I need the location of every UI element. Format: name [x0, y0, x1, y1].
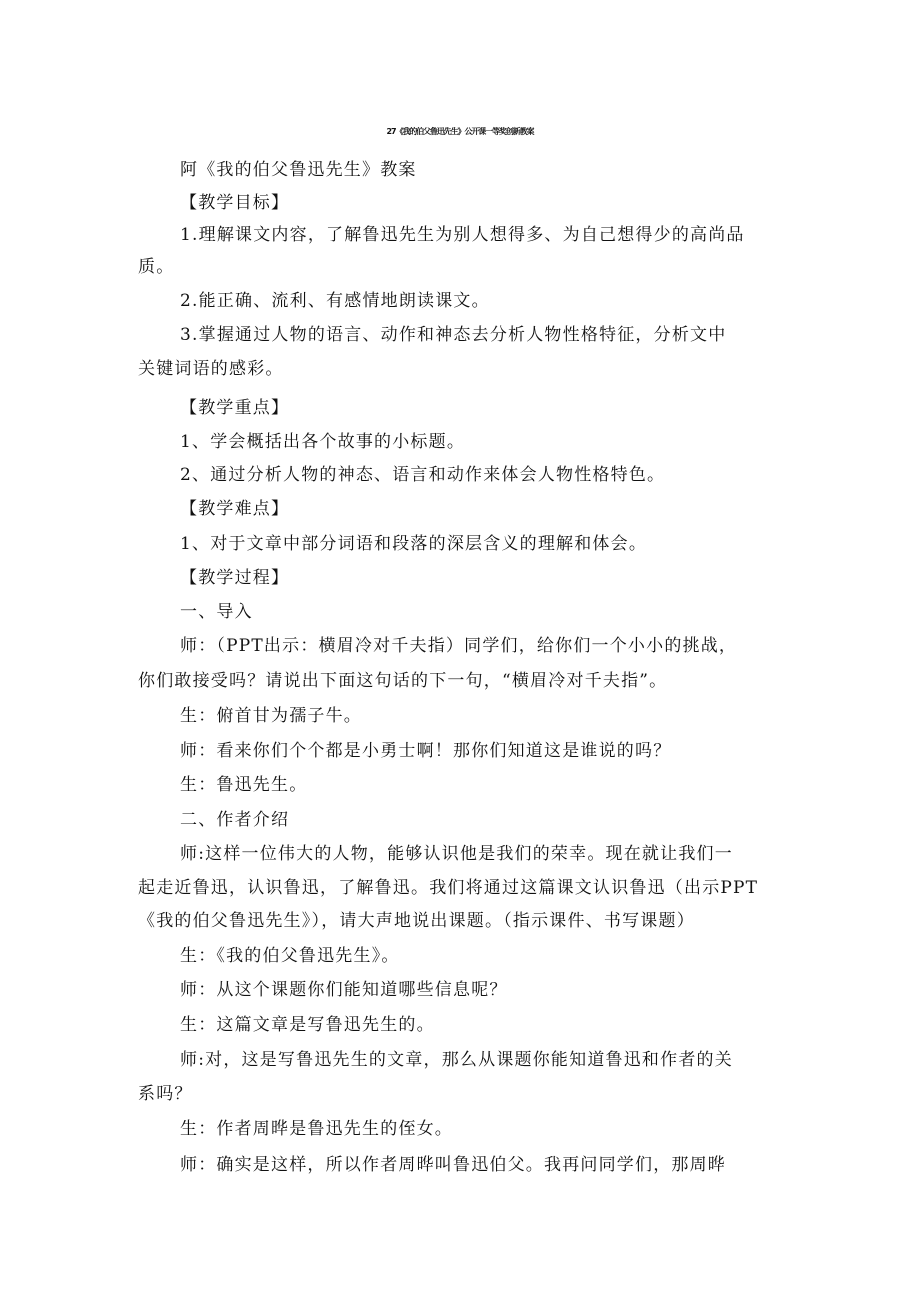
paragraph-line: 师:这样一位伟大的人物，能够认识他是我们的荣幸。现在就让我们一 — [180, 844, 733, 864]
paragraph-line: 2.能正确、流利、有感情地朗读课文。 — [180, 291, 490, 311]
subsection-heading: 二、作者介绍 — [180, 810, 290, 830]
section-heading: 【教学过程】 — [180, 568, 290, 588]
paragraph-line: 质。 — [138, 257, 175, 277]
paragraph-line: 师：（PPT出示：横眉冷对千夫指）同学们，给你们一个小小的挑战， — [180, 636, 738, 656]
paragraph-line: 师:对，这是写鲁迅先生的文章，那么从课题你能知道鲁迅和作者的关 — [180, 1050, 733, 1070]
paragraph-line: 2、通过分析人物的神态、语言和动作来体会人物性格特色。 — [180, 465, 666, 485]
paragraph-line: 关键词语的感彩。 — [138, 359, 284, 379]
paragraph-line: 生：这篇文章是写鲁迅先生的。 — [180, 1015, 435, 1035]
paragraph-line: 系吗？ — [138, 1084, 193, 1104]
paragraph-line: 师：看来你们个个都是小勇士啊！那你们知道这是谁说的吗？ — [180, 741, 672, 761]
paragraph-line: 你们敢接受吗？请说出下面这句话的下一句，“横眉冷对千夫指”。 — [138, 671, 668, 691]
paragraph-line: 起走近鲁迅，认识鲁迅，了解鲁迅。我们将通过这篇课文认识鲁迅（出示PPT — [138, 878, 759, 898]
paragraph-line: 生：《我的伯父鲁迅先生》。 — [180, 946, 400, 966]
paragraph-line: 师：从这个课题你们能知道哪些信息呢？ — [180, 980, 508, 1000]
subtitle-line: 阿《我的伯父鲁迅先生》教案 — [180, 160, 417, 180]
subsection-heading: 一、导入 — [180, 602, 253, 622]
paragraph-line: 1、对于文章中部分词语和段落的深层含义的理解和体会。 — [180, 534, 648, 554]
paragraph-line: 《我的伯父鲁迅先生》），请大声地说出课题。（指示课件、书写课题） — [138, 911, 695, 931]
paragraph-line: 3.掌握通过人物的语言、动作和神态去分析人物性格特征，分析文中 — [180, 325, 727, 345]
paragraph-line: 1、学会概括出各个故事的小标题。 — [180, 432, 466, 452]
section-heading: 【教学重点】 — [180, 398, 290, 418]
paragraph-line: 生：作者周晔是鲁迅先生的侄女。 — [180, 1119, 453, 1139]
paragraph-line: 1.理解课文内容，了解鲁迅先生为别人想得多、为自己想得少的高尚品 — [180, 225, 745, 245]
paragraph-line: 师：确实是这样，所以作者周晔叫鲁迅伯父。我再问同学们，那周晔 — [180, 1155, 726, 1175]
section-heading: 【教学目标】 — [180, 193, 290, 213]
paragraph-line: 生：俯首甘为孺子牛。 — [180, 706, 362, 726]
section-heading: 【教学难点】 — [180, 499, 290, 519]
paragraph-line: 生：鲁迅先生。 — [180, 775, 308, 795]
document-title: 27《我的伯父鲁迅先生》公开课一等奖创新教案 — [386, 127, 534, 136]
